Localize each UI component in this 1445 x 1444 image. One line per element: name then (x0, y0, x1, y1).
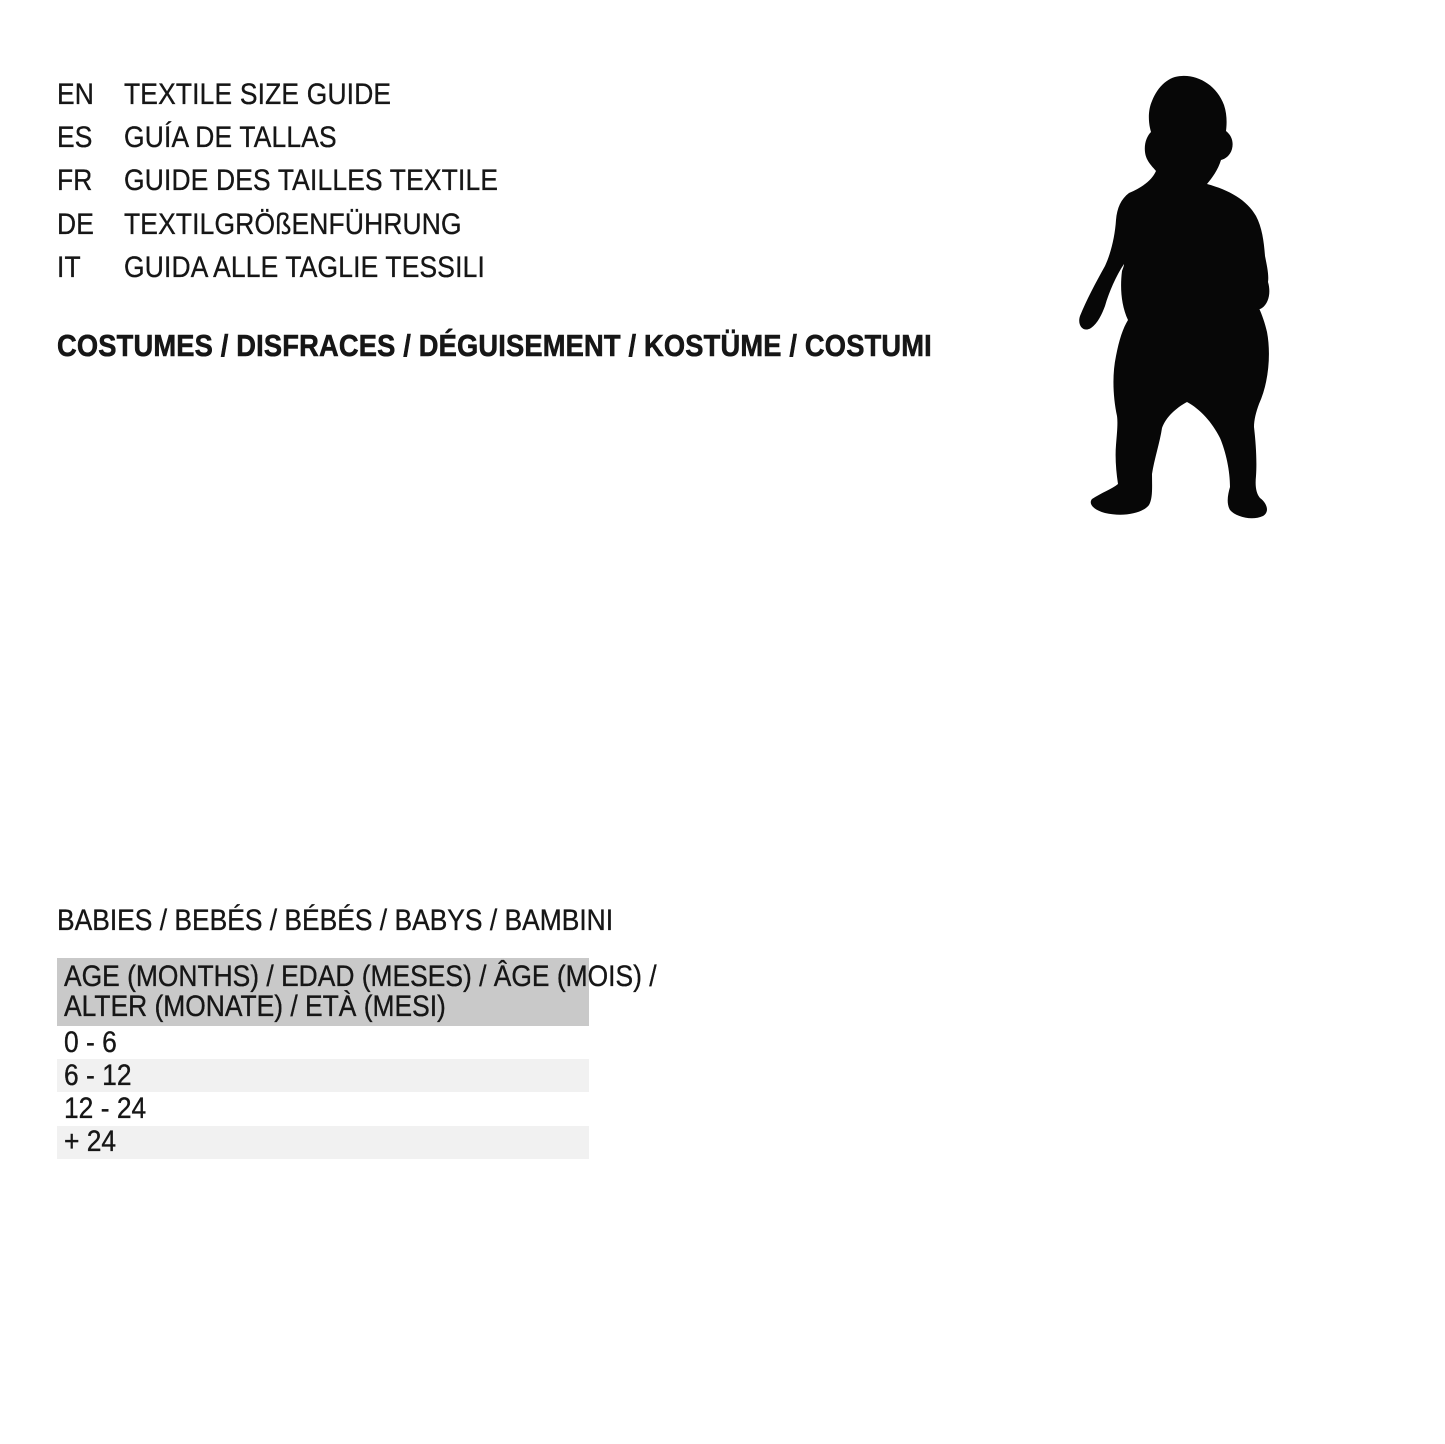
age-row-value: 12 - 24 (64, 1091, 147, 1125)
age-row-value: 0 - 6 (64, 1025, 117, 1059)
language-code: FR (57, 164, 93, 198)
age-table-body (57, 1026, 589, 1159)
language-row (57, 160, 697, 203)
age-table-header-text (64, 959, 657, 1023)
age-row (57, 1059, 589, 1092)
age-row (57, 1092, 589, 1125)
baby-silhouette-icon (1060, 60, 1380, 540)
age-table-header-line-2: ALTER (MONATE) / ETÀ (MESI) (64, 990, 446, 1023)
age-row-value: 6 - 12 (64, 1058, 132, 1092)
age-size-table (57, 958, 657, 1159)
category-heading (57, 329, 1051, 363)
age-group-heading-text: BABIES / BEBÉS / BÉBÉS / BABYS / BAMBINI (57, 904, 614, 937)
language-code: ES (57, 120, 93, 154)
age-row (57, 1126, 589, 1159)
language-row (57, 116, 697, 159)
language-title: TEXTILGRÖßENFÜHRUNG (124, 207, 462, 241)
language-row (57, 73, 697, 116)
language-title: GUIDA ALLE TAGLIE TESSILI (124, 250, 485, 284)
age-table-header (57, 958, 657, 1026)
age-row (57, 1026, 589, 1059)
language-row (57, 203, 697, 246)
language-list (57, 73, 697, 289)
baby-silhouette-shape (1079, 76, 1269, 518)
language-title: GUÍA DE TALLAS (124, 120, 337, 154)
language-row (57, 246, 697, 289)
age-row-value: + 24 (64, 1125, 117, 1159)
language-code: DE (57, 207, 95, 241)
language-title: GUIDE DES TAILLES TEXTILE (124, 164, 499, 198)
category-heading-text: COSTUMES / DISFRACES / DÉGUISEMENT / KOSTÜME / COSTUMI (57, 328, 932, 363)
language-code: EN (57, 77, 95, 111)
language-title: TEXTILE SIZE GUIDE (124, 77, 392, 111)
age-table-header-line-1: AGE (MONTHS) / EDAD (MESES) / ÂGE (MOIS) / (64, 959, 657, 993)
language-code: IT (57, 250, 81, 284)
age-group-heading (57, 904, 689, 938)
